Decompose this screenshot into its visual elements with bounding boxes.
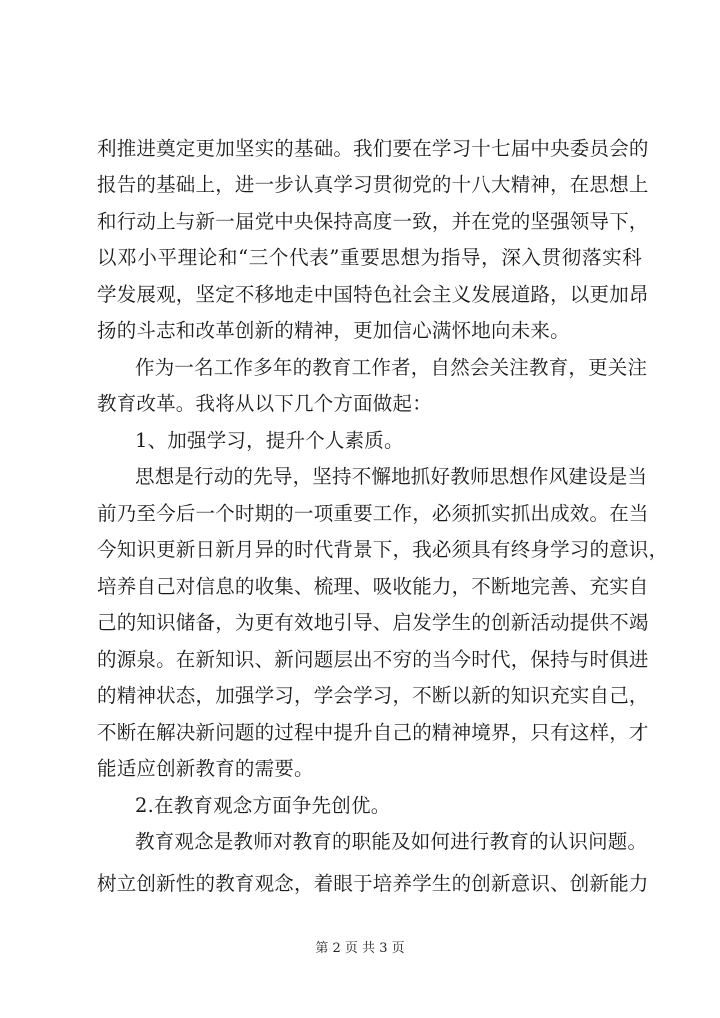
body-line-14: 己的知识储备，为更有效地引导、启发学生的创新活动提供不竭 (97, 611, 649, 634)
body-line-10: 思想是行动的先导，坚持不懈地抓好教师思想作风建设是当 (135, 465, 648, 488)
page-number-footer: 第 2 页 共 3 页 (315, 941, 405, 956)
body-line-4: 以邓小平理论和“三个代表”重要思想为指导，深入贯彻落实科 (97, 246, 642, 269)
body-line-2: 报告的基础上，进一步认真学习贯彻党的十八大精神，在思想上 (97, 173, 649, 196)
body-line-17: 不断在解决新问题的过程中提升自己的精神境界，只有这样，才 (97, 721, 649, 744)
body-line-8: 教育改革。我将从以下几个方面做起： (97, 392, 432, 415)
body-line-12: 今知识更新日新月异的时代背景下，我必须具有终身学习的意识， (97, 538, 669, 561)
section-heading-1: 1、加强学习，提升个人素质。 (135, 429, 404, 452)
body-line-7: 作为一名工作多年的教育工作者，自然会关注教育，更关注 (135, 356, 648, 379)
body-line-11: 前乃至今后一个时期的一项重要工作，必须抓实抓出成效。在当 (97, 502, 649, 525)
body-line-18: 能适应创新教育的需要。 (97, 757, 314, 780)
body-line-13: 培养自己对信息的收集、梳理、吸收能力，不断地完善、充实自 (97, 575, 649, 598)
body-line-1: 利推进奠定更加坚实的基础。我们要在学习十七届中央委员会的 (97, 137, 649, 160)
body-line-6: 扬的斗志和改革创新的精神，更加信心满怀地向未来。 (97, 319, 570, 342)
body-line-3: 和行动上与新一届党中央保持高度一致，并在党的坚强领导下， (97, 210, 649, 233)
body-line-20: 教育观念是教师对教育的职能及如何进行教育的认识问题。 (135, 830, 648, 853)
section-heading-2: 2.在教育观念方面争先创优。 (135, 794, 391, 817)
body-line-5: 学发展观，坚定不移地走中国特色社会主义发展道路，以更加昂 (97, 283, 649, 306)
body-line-21: 树立创新性的教育观念，着眼于培养学生的创新意识、创新能力 (97, 872, 649, 895)
body-line-15: 的源泉。在新知识、新问题层出不穷的当今时代，保持与时俱进 (97, 648, 649, 671)
body-line-16: 的精神状态，加强学习，学会学习，不断以新的知识充实自己， (97, 684, 649, 707)
